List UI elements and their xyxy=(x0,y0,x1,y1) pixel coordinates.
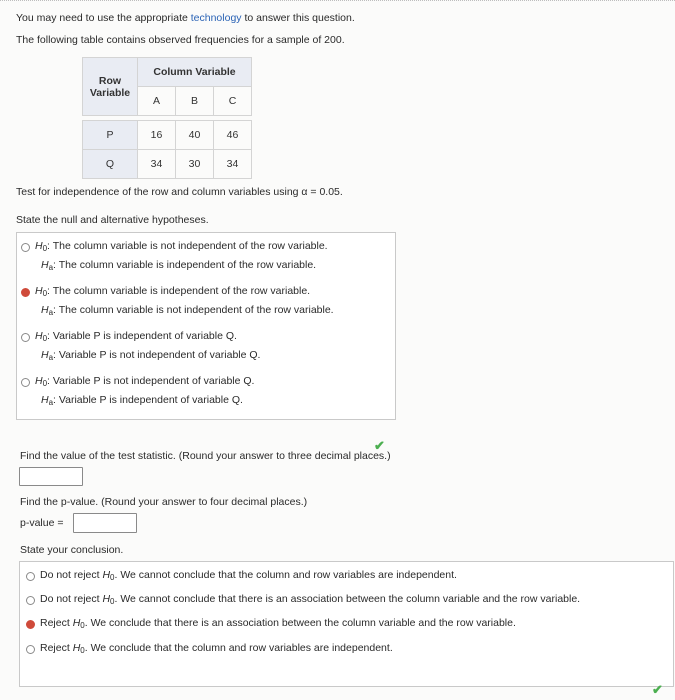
hypothesis-option-1-ha: $H_a$: The column variable is independent of the row variable. xyxy=(41,259,317,272)
top-divider xyxy=(0,0,675,4)
p-value-input[interactable] xyxy=(73,513,137,533)
hypothesis-option-2-ha: $H_a$: The column variable is not independent of the row variable. xyxy=(41,304,334,317)
hypotheses-options-box xyxy=(16,232,396,420)
checkmark-icon: ✔ xyxy=(652,682,663,697)
technology-link[interactable]: technology xyxy=(190,12,242,24)
hypothesis-option-3-ha: $H_a$: Variable P is not independent of variable Q. xyxy=(41,349,261,362)
hypothesis-option-3-radio[interactable] xyxy=(21,333,30,342)
test-statistic-prompt: Find the value of the test statistic. (Round your answer to three decimal places.) xyxy=(20,450,391,462)
column-label: C xyxy=(214,87,252,116)
hypothesis-option-1-h0[interactable]: $H_0$: The column variable is not independent of the row variable. xyxy=(35,240,328,253)
hypothesis-option-2-radio[interactable] xyxy=(21,288,30,297)
p-value-prompt: Find the p-value. (Round your answer to four decimal places.) xyxy=(20,496,308,508)
table-cell: 16 xyxy=(138,121,176,150)
intro-text-end: to answer this question. xyxy=(241,12,355,24)
frequency-table xyxy=(82,57,252,179)
conclusion-options-box xyxy=(19,561,674,687)
table-cell: 30 xyxy=(176,150,214,179)
table-cell: 34 xyxy=(214,150,252,179)
conclusion-option-2[interactable]: Do not reject $H_0$. We cannot conclude that there is an association between the column variable and the row variable. xyxy=(40,593,581,606)
conclusion-option-1-radio[interactable] xyxy=(26,572,35,581)
conclusion-option-3[interactable]: Reject $H_0$. We conclude that there is an association between the column variable and the row variable. xyxy=(40,617,516,630)
conclusion-option-1[interactable]: Do not reject $H_0$. We cannot conclude that the column and row variables are independent. xyxy=(40,569,457,582)
hypothesis-option-1-radio[interactable] xyxy=(21,243,30,252)
intro-line-2: The following table contains observed frequencies for a sample of 200. xyxy=(16,34,345,46)
row-variable-header: Row Variable xyxy=(83,58,138,116)
column-variable-header: Column Variable xyxy=(138,58,252,87)
hypothesis-option-2-h0[interactable]: $H_0$: The column variable is independent of the row variable. xyxy=(35,285,311,298)
hypothesis-option-4-ha: $H_a$: Variable P is independent of variable Q. xyxy=(41,394,243,407)
test-statistic-input[interactable] xyxy=(19,467,83,486)
p-value-label: p-value = xyxy=(20,517,64,529)
conclusion-option-4[interactable]: Reject $H_0$. We conclude that the column and row variables are independent. xyxy=(40,642,393,655)
intro-line-1 xyxy=(16,12,355,24)
row-label: Q xyxy=(83,150,138,179)
table-cell: 34 xyxy=(138,150,176,179)
row-label: P xyxy=(83,121,138,150)
column-label: B xyxy=(176,87,214,116)
hypothesis-option-4-h0[interactable]: $H_0$: Variable P is not independent of variable Q. xyxy=(35,375,255,388)
intro-text: You may need to use the appropriate xyxy=(16,12,191,24)
hypothesis-option-3-h0[interactable]: $H_0$: Variable P is independent of variable Q. xyxy=(35,330,237,343)
table-cell: 40 xyxy=(176,121,214,150)
conclusion-prompt: State your conclusion. xyxy=(20,544,124,556)
conclusion-option-4-radio[interactable] xyxy=(26,645,35,654)
checkmark-icon: ✔ xyxy=(374,438,385,453)
table-cell: 46 xyxy=(214,121,252,150)
conclusion-option-2-radio[interactable] xyxy=(26,596,35,605)
hypotheses-prompt: State the null and alternative hypotheses. xyxy=(16,214,209,226)
hypothesis-option-4-radio[interactable] xyxy=(21,378,30,387)
column-label: A xyxy=(138,87,176,116)
test-instruction: Test for independence of the row and column variables using α = 0.05. xyxy=(16,186,343,198)
conclusion-option-3-radio[interactable] xyxy=(26,620,35,629)
